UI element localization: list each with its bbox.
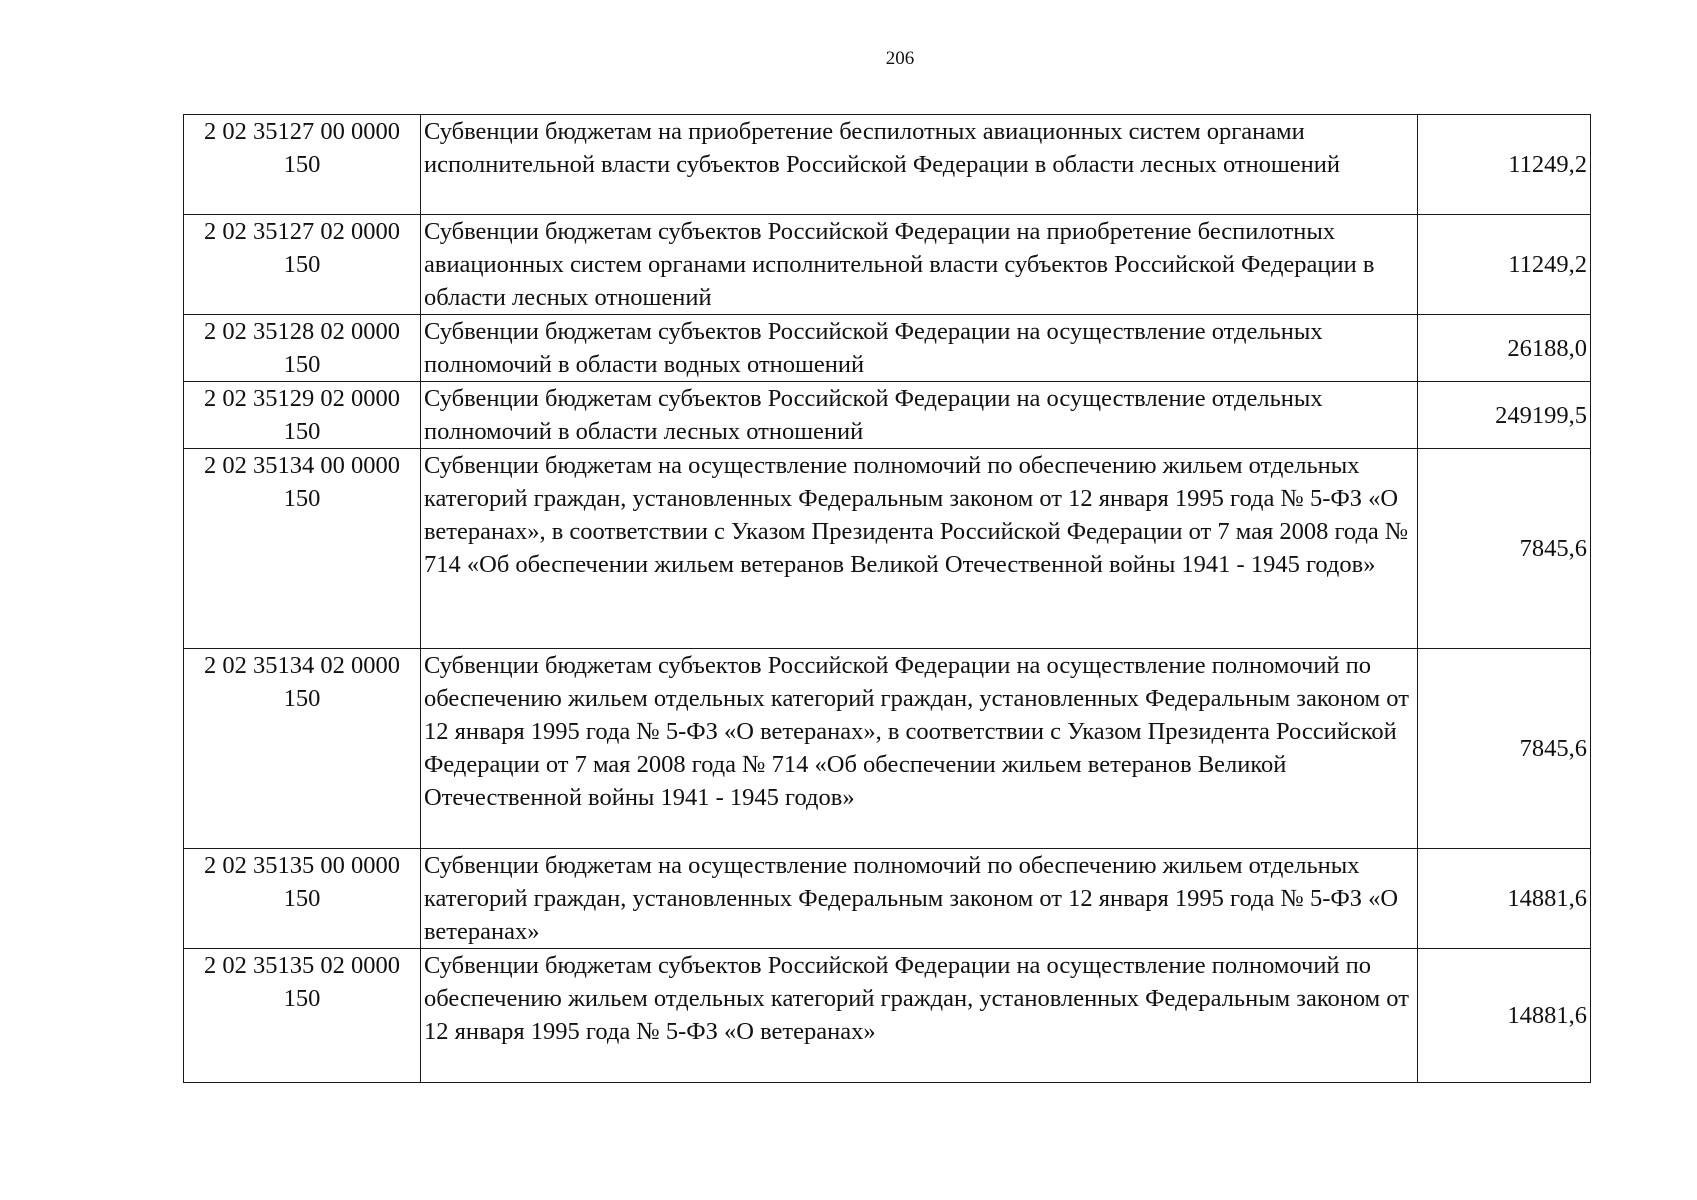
budget-code-suffix: 150 [283, 251, 321, 278]
budget-code-cell [184, 849, 421, 949]
budget-code: 2 02 35127 02 0000 [204, 218, 400, 245]
table-row [184, 382, 1591, 449]
description-cell: Субвенции бюджетам на приобретение беспилотных авиационных систем органами исполнительной власти субъектов Российской Федерации в области лесных отношений [421, 115, 1418, 215]
description-cell: Субвенции бюджетам субъектов Российской Федерации на осуществление отдельных полномочий в области лесных отношений [421, 382, 1418, 449]
amount-cell: 26188,0 [1418, 315, 1591, 382]
budget-code-cell [184, 949, 421, 1083]
description-cell: Субвенции бюджетам субъектов Российской Федерации на осуществление полномочий по обеспечению жильем отдельных категорий граждан, установленных Федеральным законом от 12 января 1995 года № 5-ФЗ «О ветеранах», в соответствии с Указом Президента Российской Федерации от 7 мая 2008 года № 714 «Об обеспечении жильем ветеранов Великой Отечественной войны 1941 - 1945 годов» [421, 649, 1418, 849]
page-number: 206 [885, 48, 915, 69]
table-row [184, 849, 1591, 949]
amount-cell: 11249,2 [1418, 215, 1591, 315]
amount-cell: 14881,6 [1418, 849, 1591, 949]
budget-code: 2 02 35135 00 0000 [204, 852, 400, 879]
table-row [184, 315, 1591, 382]
budget-code-cell [184, 649, 421, 849]
amount-cell: 7845,6 [1418, 449, 1591, 649]
amount-cell: 249199,5 [1418, 382, 1591, 449]
budget-code: 2 02 35134 00 0000 [204, 452, 400, 479]
table-row [184, 649, 1591, 849]
budget-code-suffix: 150 [283, 418, 321, 445]
table-row [184, 215, 1591, 315]
amount-cell: 7845,6 [1418, 649, 1591, 849]
budget-code-cell [184, 215, 421, 315]
budget-code-suffix: 150 [283, 685, 321, 712]
budget-revenue-table [183, 114, 1591, 1083]
description-cell: Субвенции бюджетам на осуществление полномочий по обеспечению жильем отдельных категорий граждан, установленных Федеральным законом от 12 января 1995 года № 5-ФЗ «О ветеранах» [421, 849, 1418, 949]
budget-code-suffix: 150 [283, 151, 321, 178]
table-row [184, 949, 1591, 1083]
amount-cell: 11249,2 [1418, 115, 1591, 215]
budget-code-suffix: 150 [283, 985, 321, 1012]
budget-code-cell [184, 315, 421, 382]
budget-code-suffix: 150 [283, 885, 321, 912]
description-cell: Субвенции бюджетам субъектов Российской Федерации на осуществление полномочий по обеспечению жильем отдельных категорий граждан, установленных Федеральным законом от 12 января 1995 года № 5-ФЗ «О ветеранах» [421, 949, 1418, 1083]
budget-code-suffix: 150 [283, 485, 321, 512]
amount-cell: 14881,6 [1418, 949, 1591, 1083]
description-cell: Субвенции бюджетам субъектов Российской Федерации на приобретение беспилотных авиационных систем органами исполнительной власти субъектов Российской Федерации в области лесных отношений [421, 215, 1418, 315]
budget-code-cell [184, 115, 421, 215]
description-cell: Субвенции бюджетам на осуществление полномочий по обеспечению жильем отдельных категорий граждан, установленных Федеральным законом от 12 января 1995 года № 5-ФЗ «О ветеранах», в соответствии с Указом Президента Российской Федерации от 7 мая 2008 года № 714 «Об обеспечении жильем ветеранов Великой Отечественной войны 1941 - 1945 годов» [421, 449, 1418, 649]
budget-code-suffix: 150 [283, 351, 321, 378]
budget-code-cell [184, 449, 421, 649]
budget-code-cell [184, 382, 421, 449]
budget-code: 2 02 35128 02 0000 [204, 318, 400, 345]
budget-code: 2 02 35134 02 0000 [204, 652, 400, 679]
table-row [184, 449, 1591, 649]
budget-code: 2 02 35127 00 0000 [204, 118, 400, 145]
budget-code: 2 02 35135 02 0000 [204, 952, 400, 979]
table-row [184, 115, 1591, 215]
budget-code: 2 02 35129 02 0000 [204, 385, 400, 412]
description-cell: Субвенции бюджетам субъектов Российской Федерации на осуществление отдельных полномочий в области водных отношений [421, 315, 1418, 382]
